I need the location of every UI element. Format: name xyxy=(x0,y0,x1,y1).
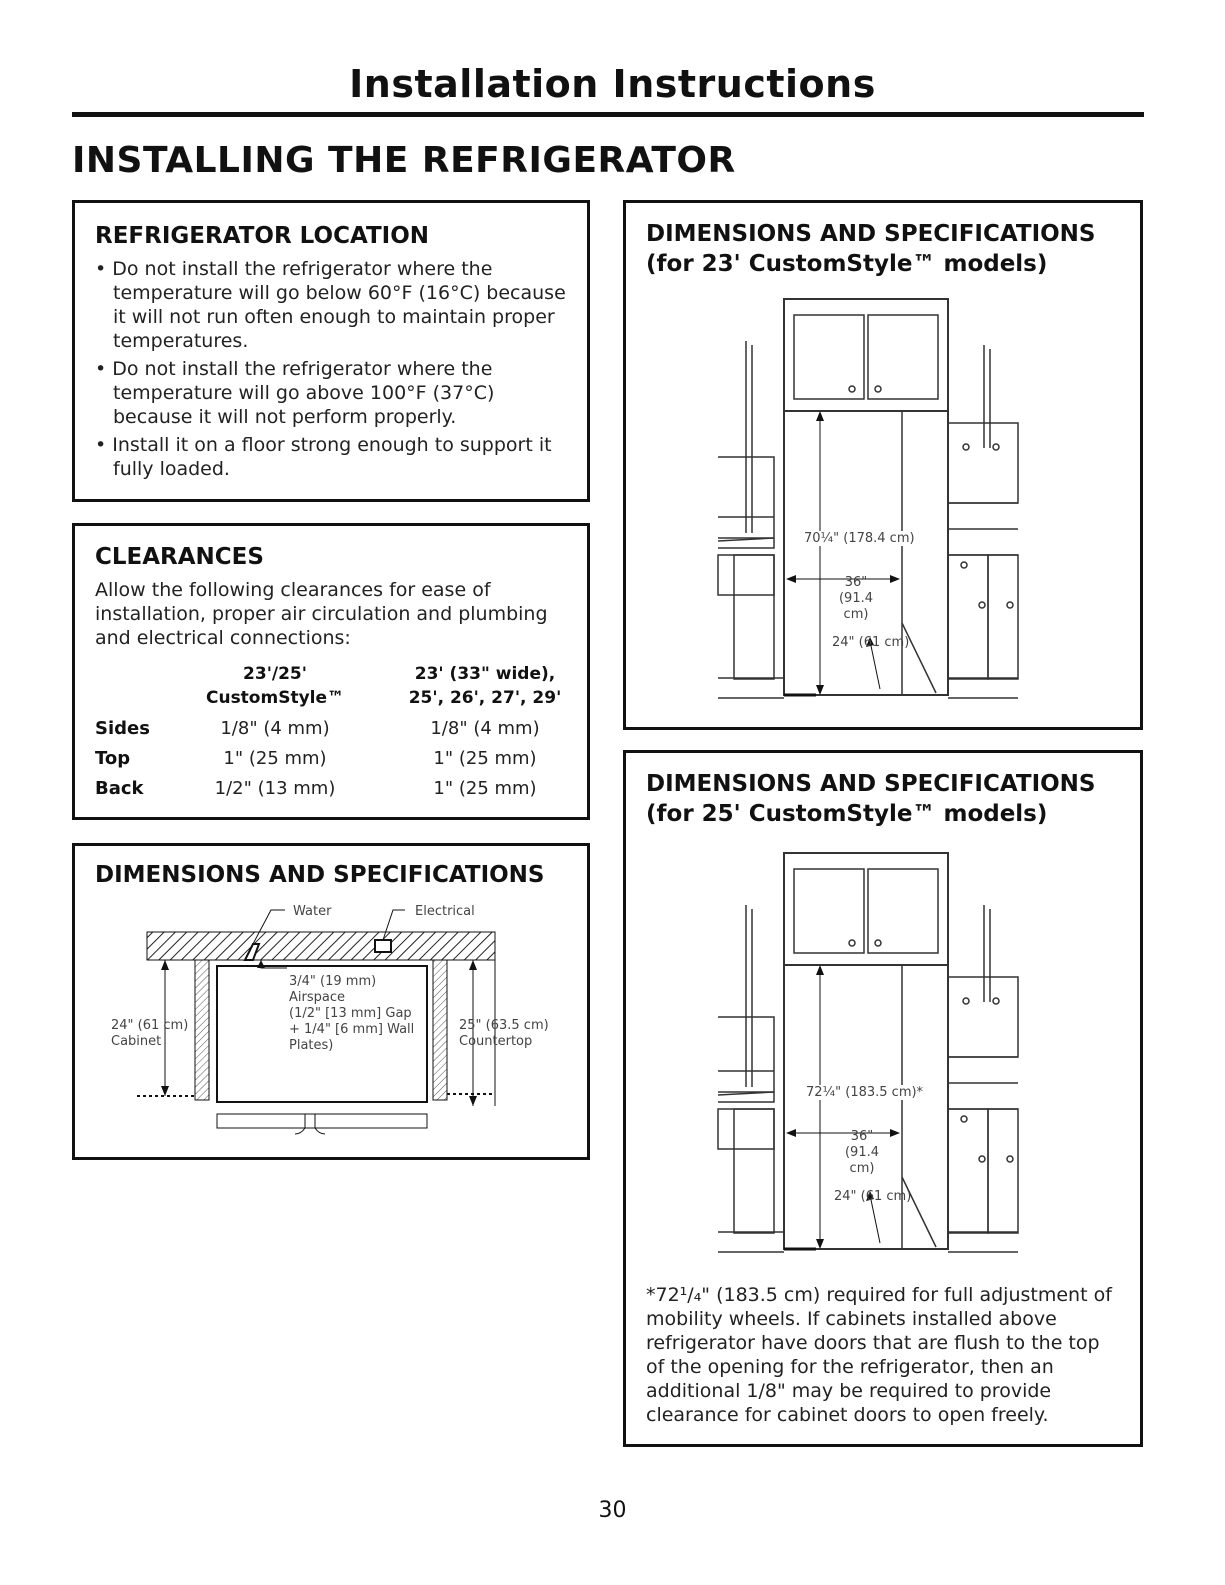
row-label-top: Top xyxy=(95,748,131,769)
dims-23-title-line: (for 23' CustomStyle™ models) xyxy=(646,251,1048,277)
clearances-col2-header xyxy=(395,662,575,710)
location-title: REFRIGERATOR LOCATION xyxy=(95,223,430,249)
col1-header-line: 23'/25' xyxy=(243,664,307,684)
col2-header-line: 23' (33" wide), xyxy=(414,664,556,684)
back-wall-hatch xyxy=(147,932,495,960)
airspace-line: Plates) xyxy=(289,1038,334,1053)
label-airspace xyxy=(289,974,414,1054)
section-title: INSTALLING THE REFRIGERATOR xyxy=(72,140,736,181)
refrigerator-25-opening-diagram xyxy=(626,847,1140,1267)
width-23-value: 36" xyxy=(844,575,868,590)
countertop-depth-value: 25" (63.5 cm) xyxy=(459,1018,549,1033)
height-25-label: 72¼" (183.5 cm)* xyxy=(806,1085,924,1100)
dims-23-title xyxy=(646,219,1096,279)
opening-outline xyxy=(784,965,948,1249)
depth-25-label: 24" (61 cm) xyxy=(834,1189,912,1204)
cell-back-b: 1" (25 mm) xyxy=(433,778,537,799)
location-bullet: • Do not install the refrigerator where the temperature will go below 60°F (16°C) because it will not run often enough to maintain proper temperatures. xyxy=(95,258,566,352)
upper-cabinet xyxy=(784,299,948,411)
dims-23-title-line: DIMENSIONS AND SPECIFICATIONS xyxy=(646,221,1096,247)
clearances-box xyxy=(72,523,590,820)
countertop-depth-label: Countertop xyxy=(459,1034,533,1049)
cell-sides-b: 1/8" (4 mm) xyxy=(430,718,540,739)
page-number: 30 xyxy=(598,1498,627,1523)
wheel-adjustment-note: *72¹/₄" (183.5 cm) required for full adjustment of mobility wheels. If cabinets installed above refrigerator have doors that are flush to the top of the opening for the refrigerator, then an additional 1/8" may be required to provide clearance for cabinet doors to open freely. xyxy=(646,1284,1112,1426)
airspace-line: + 1/4" [6 mm] Wall xyxy=(289,1022,415,1037)
width-25-label xyxy=(832,1129,892,1177)
upper-cabinet xyxy=(784,853,948,965)
dims-25-title-line: (for 25' CustomStyle™ models) xyxy=(646,801,1048,827)
right-cabinet-hatch xyxy=(433,960,447,1100)
label-countertop-depth xyxy=(459,1018,549,1050)
row-label-sides: Sides xyxy=(95,718,150,739)
location-bullet: • Do not install the refrigerator where the temperature will go above 100°F (37°C) because it will not perform properly. xyxy=(95,358,495,428)
header-rule xyxy=(72,112,1144,117)
refrigerator-base xyxy=(217,1114,427,1128)
dims-23-box xyxy=(623,200,1143,730)
dims-25-title xyxy=(646,769,1096,829)
cell-sides-a: 1/8" (4 mm) xyxy=(220,718,330,739)
dims-general-title: DIMENSIONS AND SPECIFICATIONS xyxy=(95,862,545,888)
electrical-outlet-icon xyxy=(375,940,391,952)
clearances-intro: Allow the following clearances for ease of installation, proper air circulation and plumbing and electrical connections: xyxy=(95,579,548,649)
dims-25-box xyxy=(623,750,1143,1447)
depth-23-label: 24" (61 cm) xyxy=(832,635,910,650)
cabinet-depth-value: 24" (61 cm) xyxy=(111,1018,189,1033)
cell-top-b: 1" (25 mm) xyxy=(433,748,537,769)
width-23-metric: (91.4 cm) xyxy=(838,591,874,622)
left-cabinet-hatch xyxy=(195,960,209,1100)
col1-header-line: CustomStyle™ xyxy=(205,688,345,708)
location-bullet: • Install it on a floor strong enough to support it fully loaded. xyxy=(95,434,552,480)
clearances-title: CLEARANCES xyxy=(95,544,264,570)
width-25-metric: (91.4 cm) xyxy=(844,1145,880,1176)
cell-back-a: 1/2" (13 mm) xyxy=(214,778,336,799)
refrigerator-23-opening-diagram xyxy=(626,293,1140,713)
row-label-back: Back xyxy=(95,778,144,799)
location-bullets xyxy=(95,257,575,485)
width-25-value: 36" xyxy=(850,1129,874,1144)
opening-outline xyxy=(784,411,948,695)
height-23-label: 70¼" (178.4 cm) xyxy=(804,531,915,546)
location-box xyxy=(72,200,590,502)
airspace-line: Airspace xyxy=(289,990,345,1005)
airspace-line: (1/2" [13 mm] Gap xyxy=(289,1006,412,1021)
clearances-col1-header xyxy=(195,662,355,710)
label-cabinet-depth xyxy=(111,1018,188,1050)
airspace-line: 3/4" (19 mm) xyxy=(289,974,377,989)
label-electrical: Electrical xyxy=(415,904,475,919)
width-23-label xyxy=(826,575,886,623)
col2-header-line: 25', 26', 27', 29' xyxy=(408,688,562,708)
leveling-feet xyxy=(295,1114,325,1134)
cell-top-a: 1" (25 mm) xyxy=(223,748,327,769)
cabinet-depth-label: Cabinet xyxy=(111,1034,162,1049)
page-header-title: Installation Instructions xyxy=(349,62,876,106)
dims-25-title-line: DIMENSIONS AND SPECIFICATIONS xyxy=(646,771,1096,797)
dims-general-box xyxy=(72,843,590,1160)
label-water: Water xyxy=(293,904,332,919)
